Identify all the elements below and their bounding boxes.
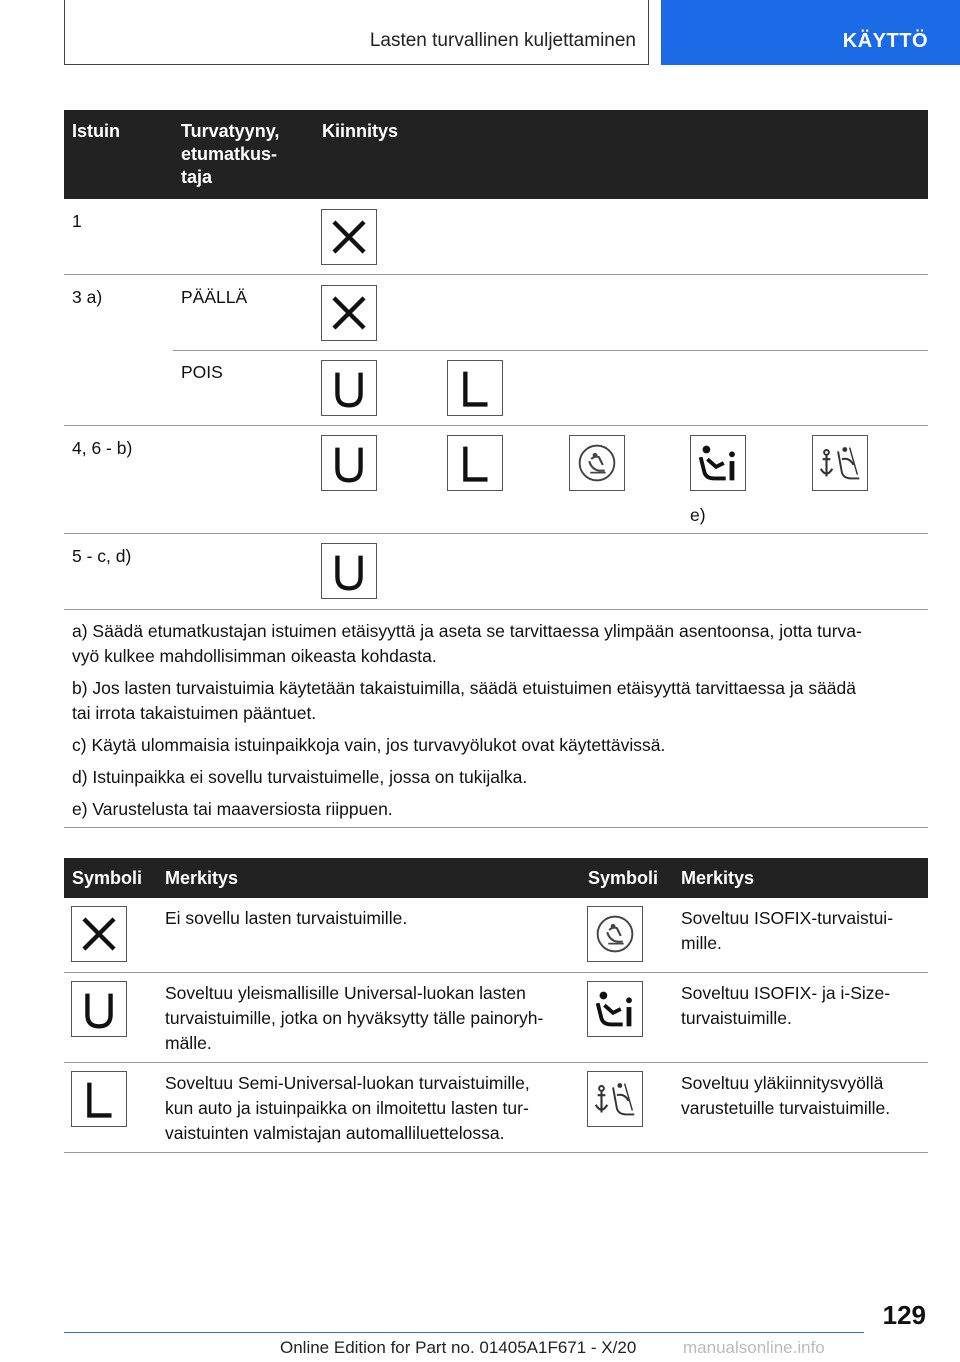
table-row (64, 426, 928, 534)
seat-table-header (64, 110, 928, 199)
not-suitable-icon (71, 906, 127, 962)
table-row (64, 1063, 928, 1153)
note-a-line2: vyö kulkee mahdollisimman oikeasta kohdasta. (72, 646, 437, 666)
top-tether-icon (812, 435, 868, 491)
universal-icon (71, 981, 127, 1037)
edition-text: Online Edition for Part no. 01405A1F671 - X/20 (280, 1338, 637, 1357)
not-suitable-icon (321, 285, 377, 341)
table-row (64, 534, 928, 610)
isofix-icon (587, 906, 643, 962)
universal-icon (321, 360, 377, 416)
note-e: e) Varustelusta tai maaversiosta riippuen. (72, 799, 393, 819)
note-c: c) Käytä ulommaisia istuinpaikkoja vain, jos turvavyölukot ovat käytettävissä. (72, 735, 666, 755)
legend-table-header (64, 858, 928, 898)
semi-universal-icon (447, 435, 503, 491)
page-number: 129 (882, 1300, 926, 1330)
isofix-icon (569, 435, 625, 491)
meaning-cell: Soveltuu yläkiinnitysvyöllä varustetuille turvaistuimille. (681, 1073, 891, 1118)
table-notes (64, 610, 928, 828)
note-a-line1: a) Säädä etumatkustajan istuimen etäisyyttä ja aseta se tarvittaessa ylimpään asentoonsa, jotta turva- (72, 621, 862, 641)
header-symbol-right: Symboli (588, 868, 659, 888)
meaning-cell: Soveltuu Semi-Universal-luokan turvaistuimille, kun auto ja istuinpaikka on ilmoitettu lasten tur- vaistuinten valmistajan automalliluettelossa. (165, 1073, 530, 1143)
section-tab[interactable] (661, 0, 960, 65)
header-seat: Istuin (72, 121, 120, 141)
meaning-cell: Ei sovellu lasten turvaistuimille. (165, 908, 408, 928)
airbag-cell: POIS (181, 362, 223, 382)
watermark[interactable]: manualsonline.info (683, 1338, 825, 1357)
meaning-cell: Soveltuu ISOFIX-turvaistui- mille. (681, 908, 894, 953)
seat-cell: 3 a) (72, 287, 103, 307)
header-frame (64, 0, 649, 65)
universal-icon (321, 435, 377, 491)
table-row (64, 898, 928, 973)
seat-cell: 4, 6 - b) (72, 438, 133, 458)
semi-universal-icon (447, 360, 503, 416)
top-tether-icon (587, 1071, 643, 1127)
meaning-cell: Soveltuu ISOFIX- ja i-Size- turvaistuimille. (681, 983, 891, 1028)
table-row (64, 199, 928, 275)
isize-icon (587, 981, 643, 1037)
section-label: KÄYTTÖ (842, 30, 928, 52)
seat-cell: 1 (72, 211, 82, 231)
footnote-ref: e) (690, 505, 706, 525)
footer-rule (64, 1332, 864, 1333)
note-d: d) Istuinpaikka ei sovellu turvaistuimelle, jossa on tukijalka. (72, 767, 528, 787)
semi-universal-icon (71, 1071, 127, 1127)
note-b-line1: b) Jos lasten turvaistuimia käytetään takaistuimilla, säädä etuistuimen etäisyyttä tarvittaessa ja säädä (72, 678, 856, 698)
chapter-title: Lasten turvallinen kuljettaminen (369, 30, 636, 51)
header-meaning-left: Merkitys (165, 868, 239, 888)
header-meaning-right: Merkitys (681, 868, 755, 888)
not-suitable-icon (321, 209, 377, 265)
note-b-line2: tai irrota takaistuimen pääntuet. (72, 703, 317, 723)
meaning-cell: Soveltuu yleismallisille Universal-luokan lasten turvaistuimille, jotka on hyväksytty tälle painoryh- mälle. (165, 983, 544, 1053)
sub-row-divider (173, 350, 928, 351)
header-symbol-left: Symboli (72, 868, 143, 888)
header-mounting: Kiinnitys (322, 121, 399, 141)
isize-icon (690, 435, 746, 491)
airbag-cell: PÄÄLLÄ (181, 287, 248, 307)
header-airbag: Turvatyyny, etumatkus- taja (181, 121, 280, 187)
seat-cell: 5 - c, d) (72, 546, 132, 566)
table-row (64, 973, 928, 1063)
universal-icon (321, 543, 377, 599)
